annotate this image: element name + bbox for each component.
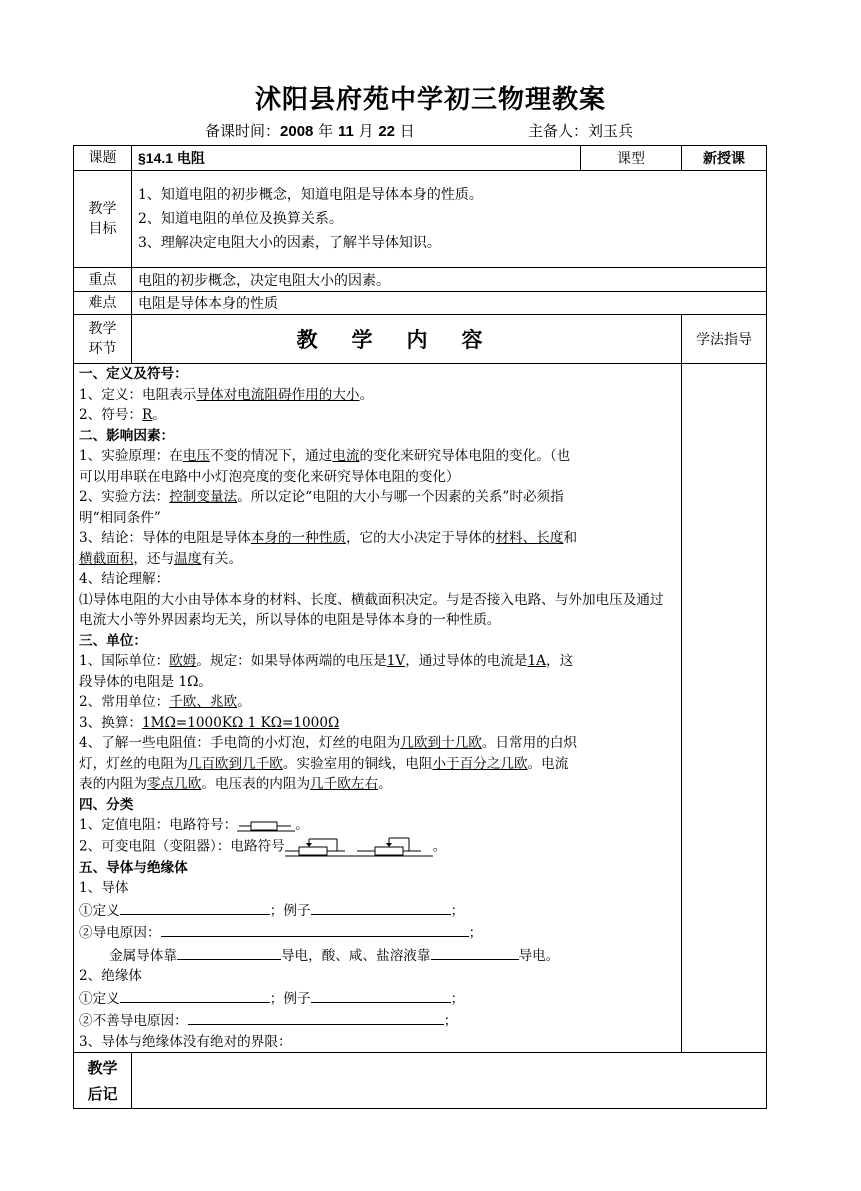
text-line: 1、定值电阻：电路符号： 。	[79, 817, 309, 833]
date-year-unit: 年	[313, 122, 338, 140]
text-line: 2、绝缘体	[79, 968, 143, 984]
method-guide-column	[682, 364, 767, 1053]
goal-list	[132, 171, 767, 268]
author: 主备人：刘玉兵	[528, 122, 634, 140]
text-line: 4、了解一些电阻值：手电筒的小灯泡，灯丝的电阻为几欧到十几欧。日常用的白炽 灯，灯丝的电阻为几百欧到几千欧。实验室用的铜线，电阻小于百分之几欧。电流 表的内阻为零点几欧。电压表的内阻为几千欧左右。	[79, 735, 578, 792]
date-day-unit: 日	[395, 122, 415, 140]
goal-label-2: 目标	[88, 221, 117, 237]
text-line: 2、符号：R。	[79, 407, 166, 423]
stage-label-1: 教学	[88, 321, 117, 337]
text-line: 2、实验方法：控制变量法。所以定论“电阻的大小与哪一个因素的关系”时必须指 明“相同条件”	[79, 489, 564, 526]
text-line: 2、常用单位：千欧、兆欧。	[79, 694, 251, 710]
text-line: 3、换算：1MΩ=1000KΩ 1 KΩ=1000Ω	[79, 714, 340, 731]
goal-item: 2、知道电阻的单位及换算关系。	[138, 211, 343, 227]
goal-item: 1、知道电阻的初步概念，知道电阻是导体本身的性质。	[138, 187, 483, 203]
type-value: 新授课	[682, 146, 767, 171]
text-line: 1、定义：电阻表示导体对电流阻碍作用的大小。	[79, 386, 374, 403]
lesson-plan-table	[73, 145, 767, 1109]
after-row	[74, 1053, 767, 1109]
goal-label-1: 教学	[88, 201, 117, 217]
section-title: 一、定义及符号：	[79, 366, 188, 382]
answer-blank[interactable]	[311, 899, 451, 915]
goal-item: 3、理解决定电阻大小的因素，了解半导体知识。	[138, 235, 441, 251]
text-line: ①定义 ；例子 ；	[79, 987, 677, 1010]
after-label-2: 后记	[87, 1084, 118, 1103]
page-title: 沭阳县府苑中学初三物理教案	[254, 85, 606, 115]
text-line: 1、国际单位：欧姆。规定：如果导体两端的电压是1V，通过导体的电流是1A，这 段导体的电阻是 1Ω。	[79, 653, 574, 690]
difficult-value: 电阻是导体本身的性质	[132, 292, 767, 315]
date-month-unit: 月	[353, 122, 379, 140]
date-year: 2008	[280, 123, 314, 140]
answer-blank[interactable]	[188, 1009, 444, 1025]
key-value: 电阻的初步概念，决定电阻大小的因素。	[132, 268, 767, 292]
date-month: 11	[337, 123, 354, 140]
answer-blank[interactable]	[311, 987, 451, 1003]
text-line: 3、结论：导体的电阻是导体本身的一种性质，它的大小决定于导体的材料、长度和 横截面积，还与温度有关。	[79, 530, 578, 567]
after-label	[74, 1053, 132, 1109]
after-notes[interactable]	[132, 1053, 767, 1109]
text-line: ②导电原因： ；	[79, 921, 677, 944]
text-paragraph: ⑴导体电阻的大小由导体本身的材料、长度、横截面积决定。与是否接入电路、与外加电压及通过电流大小等外界因素均无关，所以导体的电阻是导体本身的一种性质。	[79, 591, 664, 628]
key-label: 重点	[74, 268, 132, 292]
answer-blank[interactable]	[177, 944, 281, 960]
answer-blank[interactable]	[120, 899, 270, 915]
text-line: 3、导体与绝缘体没有绝对的界限：	[79, 1033, 292, 1050]
section-title: 二、影响因素：	[79, 427, 175, 444]
topic-value: §14.1 电阻	[132, 146, 581, 171]
content-header-row	[74, 315, 767, 364]
topic-label: 课题	[74, 146, 132, 171]
section-title: 四、分类	[79, 796, 134, 813]
content-row	[74, 364, 767, 1053]
answer-blank[interactable]	[431, 944, 519, 960]
after-label-1: 教学	[87, 1058, 118, 1077]
type-label: 课型	[581, 146, 682, 171]
text-line: 2、可变电阻（变阻器）：电路符号 。	[79, 836, 677, 858]
answer-blank[interactable]	[120, 987, 270, 1003]
text-line: ①定义 ；例子 ；	[79, 899, 677, 922]
text-line: ②不善导电原因： ；	[79, 1009, 677, 1032]
stage-label	[74, 315, 132, 364]
text-line: 金属导体靠 导电，酸、咸、盐溶液靠 导电。	[79, 944, 677, 967]
text-line: 4、结论理解：	[79, 571, 170, 587]
section-title: 五、导体与绝缘体	[79, 859, 188, 876]
stage-label-2: 环节	[88, 341, 117, 357]
date-label: 备课时间：	[205, 122, 281, 140]
content-header: 教学内容	[132, 315, 682, 364]
goal-label	[74, 171, 132, 268]
topic-row	[74, 146, 767, 171]
goal-row	[74, 171, 767, 268]
prep-date	[205, 120, 415, 141]
method-header: 学法指导	[682, 315, 767, 364]
difficult-label: 难点	[74, 292, 132, 315]
date-day: 22	[378, 123, 396, 140]
difficult-row	[74, 292, 767, 315]
content-body	[74, 364, 682, 1053]
text-line: 1、实验原理：在电压不变的情况下，通过电流的变化来研究导体电阻的变化。（也 可以用串联在电路中小灯泡亮度的变化来研究导体电阻的变化）	[79, 448, 571, 485]
variable-resistor-symbol	[285, 836, 433, 858]
key-row	[74, 268, 767, 292]
answer-blank[interactable]	[161, 921, 469, 937]
section-title: 三、单位：	[79, 632, 147, 649]
fixed-resistor-symbol	[237, 819, 295, 833]
text-line: 1、导体	[79, 880, 129, 896]
